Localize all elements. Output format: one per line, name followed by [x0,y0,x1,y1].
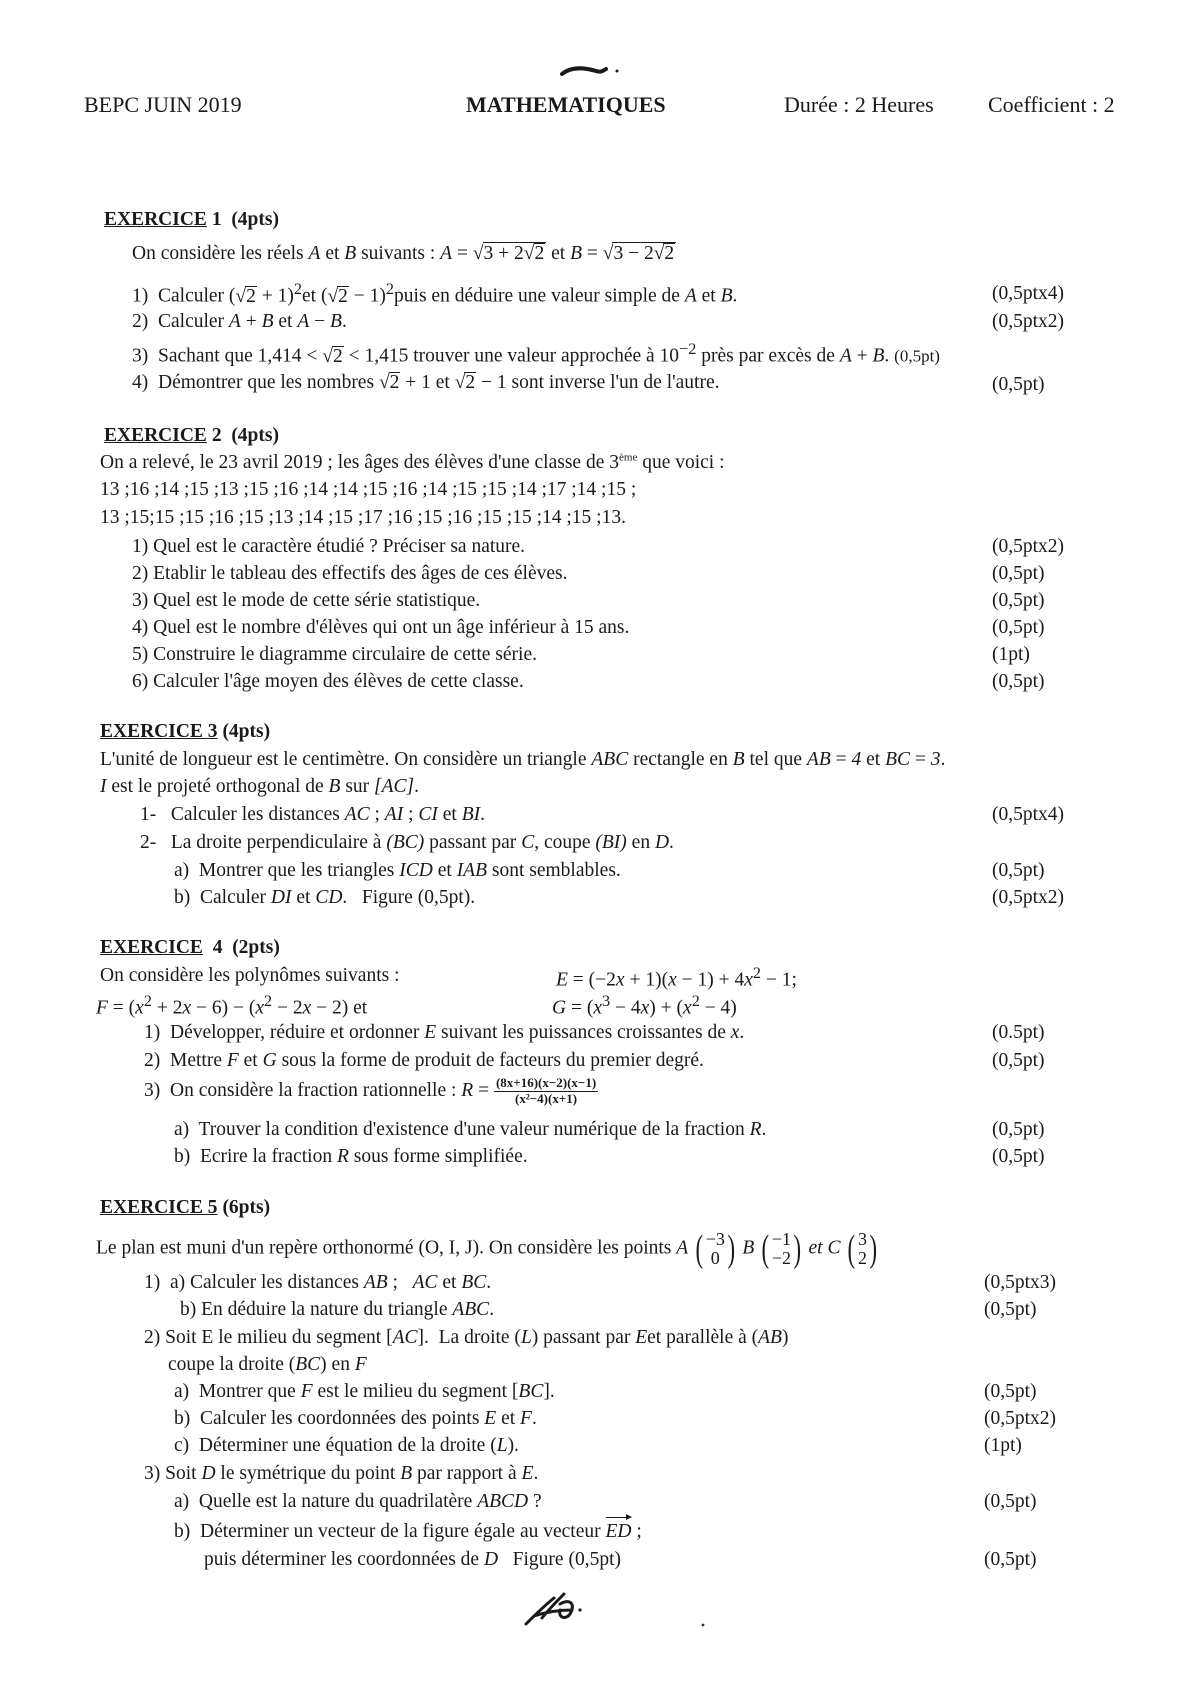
exercise-2-question-2: 2) Etablir le tableau des effectifs des âges de ces élèves. [132,563,568,584]
exercise-2-q1-points: (0,5ptx2) [992,536,1065,557]
exercise-5-question-3: 3) Soit D le symétrique du point B par rapport à E. [144,1463,539,1484]
exercise-5-q2a-points: (0,5pt) [984,1381,1037,1402]
exam-duration: Durée : 2 Heures [784,92,934,117]
exam-session: BEPC JUIN 2019 [84,92,242,117]
ink-mark-top [560,62,620,82]
exercise-1-question-2: 2) Calculer A + B et A − B. [132,311,347,332]
exercise-3-q1-points: (0,5ptx4) [992,804,1065,825]
exercise-4-polynomial-F: $F = (x^2 + 2x - 6) - (x^2 - 2x - 2)$ et [96,992,368,1019]
exercise-5-intro: Le plan est muni d'un repère orthonormé (O, I, J). On considère les points A ( −3 0 ) B ( −1 −2) et C ( 3 2) [96,1230,880,1268]
exercise-1-question-1: 1) Calculer $(√2 + 1)^2et$ $(√2 - 1)^2puis$ en déduire une valeur simple de A et B. [132,280,738,307]
exercise-5-question-1b: b) En déduire la nature du triangle ABC. [180,1299,495,1320]
exercise-2-intro: On a relevé, le 23 avril 2019 ; les âges des élèves d'une classe de 3ème que voici : [100,451,725,473]
exercise-2-q5-points: (1pt) [992,644,1030,665]
exercise-1-title: EXERCICE 1 (4pts) [104,209,279,230]
exercise-5-question-3b-cont: puis déterminer les coordonnées de D Figure (0,5pt) [204,1549,621,1570]
exercise-4-question-1: 1) Développer, réduire et ordonner E suivant les puissances croissantes de x. [144,1022,745,1043]
exercise-5-q3a-points: (0,5pt) [984,1491,1037,1512]
exercise-2-q6-points: (0,5pt) [992,671,1045,692]
exercise-2-question-6: 6) Calculer l'âge moyen des élèves de cette classe. [132,671,524,692]
exercise-3-question-2a: a) Montrer que les triangles ICD et IAB sont semblables. [174,860,621,881]
exercise-2-q3-points: (0,5pt) [992,590,1045,611]
exercise-1-question-4: 4) Démontrer que les nombres √2 + 1 et √2 − 1 sont inverse l'un de l'autre. [132,372,720,393]
exercise-5-q1b-points: (0,5pt) [984,1299,1037,1320]
exercise-2-q2-points: (0,5pt) [992,563,1045,584]
point-C-coords: ( 3 2) [847,1227,878,1270]
exercise-3-question-2b: b) Calculer DI et CD. Figure (0,5pt). [174,887,476,908]
exercise-5-q2b-points: (0,5ptx2) [984,1408,1057,1429]
exam-coefficient: Coefficient : 2 [988,92,1115,117]
exercise-5-q2c-points: (1pt) [984,1435,1022,1456]
exercise-5-question-2b: b) Calculer les coordonnées des points E et F. [174,1408,537,1429]
exercise-3-question-1: 1- Calculer les distances AC ; AI ; CI et BI. [140,804,485,825]
exercise-3-intro-2: I est le projeté orthogonal de B sur [AC]. [100,776,420,797]
exercise-4-question-3a: a) Trouver la condition d'existence d'une valeur numérique de la fraction R. [174,1119,767,1140]
exercise-5-q3b-points: (0,5pt) [984,1549,1037,1570]
exercise-3-question-2: 2- La droite perpendiculaire à (BC) passant par C, coupe (BI) en D. [140,832,674,853]
exercise-4-intro: On considère les polynômes suivants : [100,965,400,986]
exercise-5-question-2: 2) Soit E le milieu du segment [AC]. La droite (L) passant par Eet parallèle à (AB) [144,1327,789,1348]
exercise-1-question-3: 3) Sachant que 1,414 < √2 < 1,415 trouver une valeur approchée à $10^{-2}$ près par excès de A + B. (0,5pt) [132,340,940,367]
exercise-5-question-2a: a) Montrer que F est le milieu du segment [BC]. [174,1381,555,1402]
exercise-4-polynomial-G: $G = (x^3 - 4x) + (x^2 - 4)$ [552,992,737,1019]
exercise-1-q4-points: (0,5pt) [992,374,1045,395]
signature-mark [520,1588,590,1632]
exercise-4-q2-points: (0,5pt) [992,1050,1045,1071]
exercise-2-question-5: 5) Construire le diagramme circulaire de cette série. [132,644,537,665]
fraction-R: $\frac{(8x+16)(x-2)(x-1)}{\text{(x²−4)(x+1)}}$ [495,1075,597,1106]
exercise-1-q2-points: (0,5ptx2) [992,311,1065,332]
exercise-2-q4-points: (0,5pt) [992,617,1045,638]
exercise-4-title: EXERCICE 4 (2pts) [100,937,280,958]
exercise-3-q2a-points: (0,5pt) [992,860,1045,881]
subject-title: MATHEMATIQUES [466,92,666,117]
exercise-5-question-2c: c) Déterminer une équation de la droite (L). [174,1435,519,1456]
point-B-coords: ( −1 −2) [761,1227,802,1270]
exercise-5-question-3b: b) Déterminer un vecteur de la figure égale au vecteur ED ; [174,1521,642,1542]
exercise-5-q1a-points: (0,5ptx3) [984,1272,1057,1293]
exercise-2-data-line-2: 13 ;15;15 ;15 ;16 ;15 ;13 ;14 ;15 ;17 ;16 ;15 ;16 ;15 ;15 ;14 ;15 ;13. [100,507,626,528]
point-A-coords: ( −3 0 ) [695,1227,735,1270]
exercise-5-question-1a: 1) a) Calculer les distances AB ; AC et BC. [144,1272,492,1293]
exercise-2-data-line-1: 13 ;16 ;14 ;15 ;13 ;15 ;16 ;14 ;14 ;15 ;16 ;14 ;15 ;15 ;14 ;17 ;14 ;15 ; [100,479,637,500]
exercise-4-question-3: 3) On considère la fraction rationnelle : R = $\frac{(8x+16)(x-2)(x-1)}{\text{(x²−4)(x+1)}}$ [144,1075,597,1106]
exercise-2-question-3: 3) Quel est le mode de cette série statistique. [132,590,481,611]
exercise-1-q1-points: (0,5ptx4) [992,283,1065,304]
exercise-1-intro: On considère les réels A et B suivants : A = √3 + 2√2 et B = √3 − 2√2 [132,243,675,264]
exercise-4-q3a-points: (0,5pt) [992,1119,1045,1140]
exercise-3-q2b-points: (0,5ptx2) [992,887,1065,908]
exercise-2-question-1: 1) Quel est le caractère étudié ? Préciser sa nature. [132,536,526,557]
exercise-2-title: EXERCICE 2 (4pts) [104,425,279,446]
exercise-3-title: EXERCICE 3 (4pts) [100,721,271,742]
exercise-4-question-3b: b) Ecrire la fraction R sous forme simplifiée. [174,1146,528,1167]
exercise-4-question-2: 2) Mettre F et G sous la forme de produit de facteurs du premier degré. [144,1050,704,1071]
exercise-2-question-4: 4) Quel est le nombre d'élèves qui ont un âge inférieur à 15 ans. [132,617,630,638]
exercise-4-q3b-points: (0,5pt) [992,1146,1045,1167]
exercise-5-question-2-cont: coupe la droite (BC) en F [168,1354,367,1375]
exercise-5-title: EXERCICE 5 (6pts) [100,1197,271,1218]
speck-mark [700,1622,706,1628]
exercise-4-polynomial-E: $E = (-2x + 1)(x - 1) + 4x^2 - 1$; [556,964,797,991]
exercise-5-question-3a: a) Quelle est la nature du quadrilatère ABCD ? [174,1491,542,1512]
exercise-3-intro-1: L'unité de longueur est le centimètre. On considère un triangle ABC rectangle en B tel que AB = 4 et BC = 3. [100,749,946,770]
exercise-4-q1-points: (0.5pt) [992,1022,1045,1043]
